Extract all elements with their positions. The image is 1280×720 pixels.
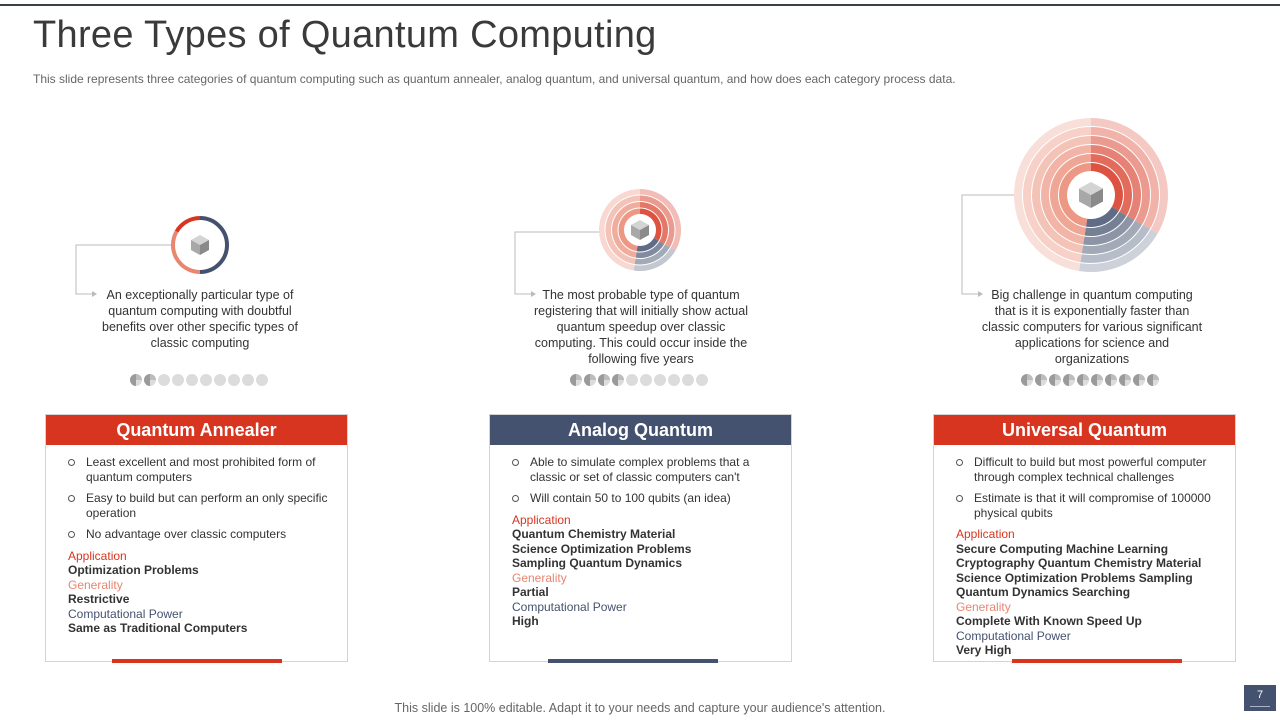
footer-note: This slide is 100% editable. Adapt it to your needs and capture your audience's attention. (394, 701, 886, 715)
rating-dot (172, 374, 184, 386)
universal-bullet-1: Difficult to build but most powerful computer through complex technical challenges (956, 455, 1221, 484)
annealer-card-title: Quantum Annealer (46, 415, 347, 445)
rating-dot-fill (612, 374, 618, 386)
analog-bullet-2: Will contain 50 to 100 qubits (an idea) (512, 491, 777, 506)
rating-dot-fill (1077, 374, 1083, 386)
rating-dot-fill (144, 374, 150, 386)
rating-dot-fill (1133, 374, 1139, 386)
annealer-description: An exceptionally particular type of quantum computing with doubtful benefits over other specific types of classic computing (102, 288, 298, 350)
universal-description: Big challenge in quantum computing that is it is exponentially faster than classic computers for various significant applications for science and organizations (981, 288, 1203, 366)
rating-dot-fill (1091, 374, 1097, 386)
connector-line-2 (515, 232, 600, 294)
page-subtitle: This slide represents three categories of quantum computing such as quantum annealer, analog quantum, and universal quantum, and how does each category process data. (33, 72, 956, 86)
rating-dot (626, 374, 638, 386)
rating-dot-fill (584, 374, 590, 386)
universal-bullet-2: Estimate is that it will compromise of 100000 physical qubits (956, 491, 1221, 520)
universal-card-title: Universal Quantum (934, 415, 1235, 445)
rating-dot-fill (598, 374, 604, 386)
universal-power-label: Computational Power (956, 628, 1071, 643)
annealer-power-value: Same as Traditional Computers (68, 621, 248, 635)
rating-dot-fill (1119, 374, 1125, 386)
rating-dot-fill (1105, 374, 1111, 386)
universal-rating-dots (1020, 373, 1160, 387)
universal-application-label: Application (956, 527, 1015, 541)
rating-dot (640, 374, 652, 386)
universal-power-value: Very High (956, 643, 1012, 657)
annealer-bullet-3: No advantage over classic computers (68, 527, 333, 542)
rating-dot-fill (1049, 374, 1055, 386)
analog-generality-value: Partial (512, 585, 549, 599)
analog-card-accent-bar (548, 659, 718, 663)
annealer-rating-dots (129, 373, 269, 387)
rating-dot-fill (130, 374, 136, 386)
analog-rating-dots (569, 373, 709, 387)
analog-application-value: Quantum Chemistry Material Science Optimization Problems Sampling Quantum Dynamics (512, 527, 692, 570)
annealer-bullet-2: Easy to build but can perform an only specific operation (68, 491, 333, 520)
annealer-power-label: Computational Power (68, 606, 183, 621)
rating-dot (668, 374, 680, 386)
connector-line-3 (962, 195, 1015, 294)
rating-dot (200, 374, 212, 386)
universal-application-value: Secure Computing Machine Learning Cryptography Quantum Chemistry Material Science Optimization Problems Sampling Quantum Dynamics Searching (956, 541, 1202, 599)
universal-generality-label: Generality (956, 599, 1011, 614)
page-title: Three Types of Quantum Computing (33, 14, 657, 56)
analog-power-value: High (512, 614, 539, 628)
annealer-application-value: Optimization Problems (68, 563, 199, 577)
annealer-generality-label: Generality (68, 577, 123, 592)
analog-power-label: Computational Power (512, 599, 627, 614)
annealer-application-label: Application (68, 548, 127, 563)
analog-card-title: Analog Quantum (490, 415, 791, 445)
analog-description: The most probable type of quantum registering that will initially show actual quantum speedup over classic computing. This could occur inside the following five years (534, 288, 748, 366)
rating-dot (186, 374, 198, 386)
annealer-card-accent-bar (112, 659, 282, 663)
universal-generality-value: Complete With Known Speed Up (956, 614, 1142, 628)
rating-dot (242, 374, 254, 386)
annealer-card (45, 414, 348, 662)
universal-card (933, 414, 1236, 662)
rating-dot (654, 374, 666, 386)
analog-card (489, 414, 792, 662)
rating-dot-fill (1035, 374, 1041, 386)
rating-dot (256, 374, 268, 386)
universal-card-accent-bar (1012, 659, 1182, 663)
rating-dot (158, 374, 170, 386)
analog-bullet-1: Able to simulate complex problems that a classic or set of classic computers can't (512, 455, 777, 484)
annealer-bullet-1: Least excellent and most prohibited form of quantum computers (68, 455, 333, 484)
rating-dot (228, 374, 240, 386)
rating-dot (682, 374, 694, 386)
rating-dot (214, 374, 226, 386)
rating-dot-fill (1021, 374, 1027, 386)
analog-generality-label: Generality (512, 570, 567, 585)
rating-dot-fill (1063, 374, 1069, 386)
analog-application-label: Application (512, 512, 571, 527)
rating-dot-fill (1147, 374, 1153, 386)
annealer-generality-value: Restrictive (68, 592, 130, 606)
rating-dot (696, 374, 708, 386)
rating-dot-fill (570, 374, 576, 386)
page-number-badge: 7 (1244, 685, 1276, 711)
